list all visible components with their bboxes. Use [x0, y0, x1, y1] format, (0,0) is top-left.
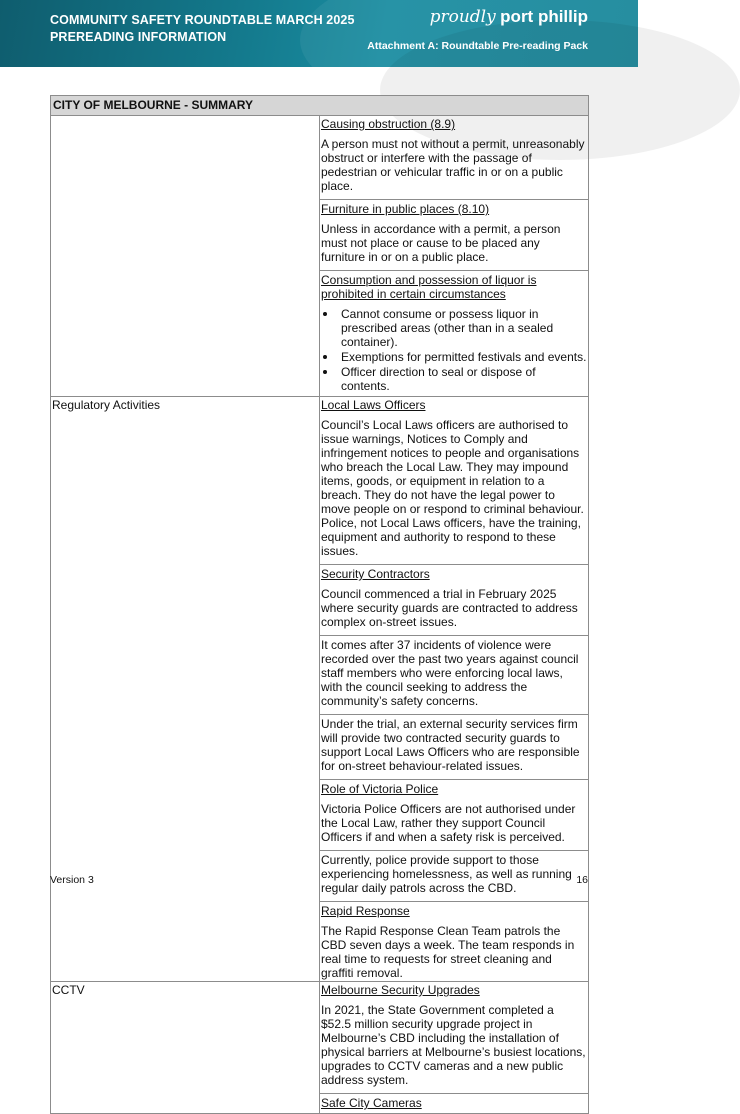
- header-banner: [0, 0, 638, 67]
- document-title: [50, 12, 355, 46]
- paragraph: A person must not without a permit, unreasonably obstruct or interfere with the passage of pedestrian or vehicular traffic in or on a public place.: [321, 137, 585, 193]
- paragraph: Under the trial, an external security services firm will provide two contracted security guards to support Local Laws Officers who are responsible for on-street behaviour-related issues.: [321, 717, 580, 773]
- section-heading-rapid-response: Rapid Response: [321, 904, 410, 918]
- port-phillip-logo: [430, 7, 588, 27]
- table-row: [51, 397, 589, 982]
- paragraph: In 2021, the State Government completed a $52.5 million security upgrade project in Melbourne’s CBD including the installation of physical barriers at Melbourne’s busiest locations, upgrades to CCTV cameras and a new public address system.: [321, 1003, 586, 1087]
- section-heading-officers: Local Laws Officers: [321, 398, 426, 412]
- list-item-text: Exemptions for permitted festivals and events.: [341, 350, 587, 364]
- table-row: [51, 982, 589, 1114]
- section-heading-liquor: Consumption and possession of liquor is prohibited in certain circumstances: [321, 273, 537, 301]
- content-cell: [320, 397, 589, 982]
- section-heading-furniture: Furniture in public places (8.10): [321, 202, 490, 216]
- table-title: CITY OF MELBOURNE - SUMMARY: [51, 96, 589, 116]
- paragraph: Unless in accordance with a permit, a person must not place or cause to be placed any furniture in or on a public place.: [321, 222, 561, 264]
- paragraph: It comes after 37 incidents of violence were recorded over the past two years against council staff members who were enforcing local laws, with the council seeking to address the community’s safety concerns.: [321, 638, 579, 708]
- category-cell: [51, 116, 320, 397]
- category-cell: Regulatory Activities: [51, 397, 320, 982]
- list-item-text: Officer direction to seal or dispose of contents.: [341, 365, 536, 393]
- paragraph: Victoria Police Officers are not authorised under the Local Law, rather they support Council Officers if and when a safety risk is perceived.: [321, 802, 576, 844]
- paragraph: Currently, police provide support to those experiencing homelessness, as well as running regular daily patrols across the CBD.: [321, 853, 572, 895]
- section-heading-safe-city-cameras: Safe City Cameras: [321, 1096, 422, 1110]
- attachment-label: Attachment A: Roundtable Pre-reading Pack: [367, 40, 588, 52]
- logo-script: proudly: [429, 7, 496, 27]
- bullet-icon: [323, 312, 327, 316]
- section-heading-obstruction: Causing obstruction (8.9): [321, 117, 456, 131]
- footer-page-number: 16: [576, 874, 588, 886]
- table-row: [51, 116, 589, 397]
- title-line-1: COMMUNITY SAFETY ROUNDTABLE MARCH 2025: [50, 13, 355, 27]
- content-cell: [320, 982, 589, 1114]
- list-item-text: Cannot consume or possess liquor in prescribed areas (other than in a sealed container).: [341, 307, 554, 349]
- content-cell: [320, 116, 589, 397]
- paragraph: Council’s Local Laws officers are authorised to issue warnings, Notices to Comply and infringement notices to people and organisations who breach the Local Law. They may impound items, goods, or equipment in relation to a breach. They do not have the legal power to move people on or respond to criminal behaviour. Police, not Local Laws officers, have the training, equipment and authority to respond to these issues.: [321, 418, 584, 558]
- list-item: [321, 365, 587, 393]
- section-heading-police: Role of Victoria Police: [321, 782, 439, 796]
- liquor-bullet-list: [321, 307, 587, 393]
- section-heading-security: Security Contractors: [321, 567, 430, 581]
- section-heading-security-upgrades: Melbourne Security Upgrades: [321, 983, 480, 997]
- bullet-icon: [323, 355, 327, 359]
- title-line-2: PREREADING INFORMATION: [50, 30, 227, 44]
- logo-name: port phillip: [500, 7, 588, 26]
- list-item: [321, 307, 587, 349]
- footer-version: Version 3: [50, 874, 94, 886]
- category-cell: CCTV: [51, 982, 320, 1114]
- paragraph: The Rapid Response Clean Team patrols the CBD seven days a week. The team responds in real time to requests for street cleaning and graffiti removal.: [321, 924, 575, 980]
- summary-table: [50, 95, 589, 1114]
- bullet-icon: [323, 370, 327, 374]
- list-item: [321, 350, 587, 364]
- paragraph: Council commenced a trial in February 2025 where security guards are contracted to address complex on-street issues.: [321, 587, 578, 629]
